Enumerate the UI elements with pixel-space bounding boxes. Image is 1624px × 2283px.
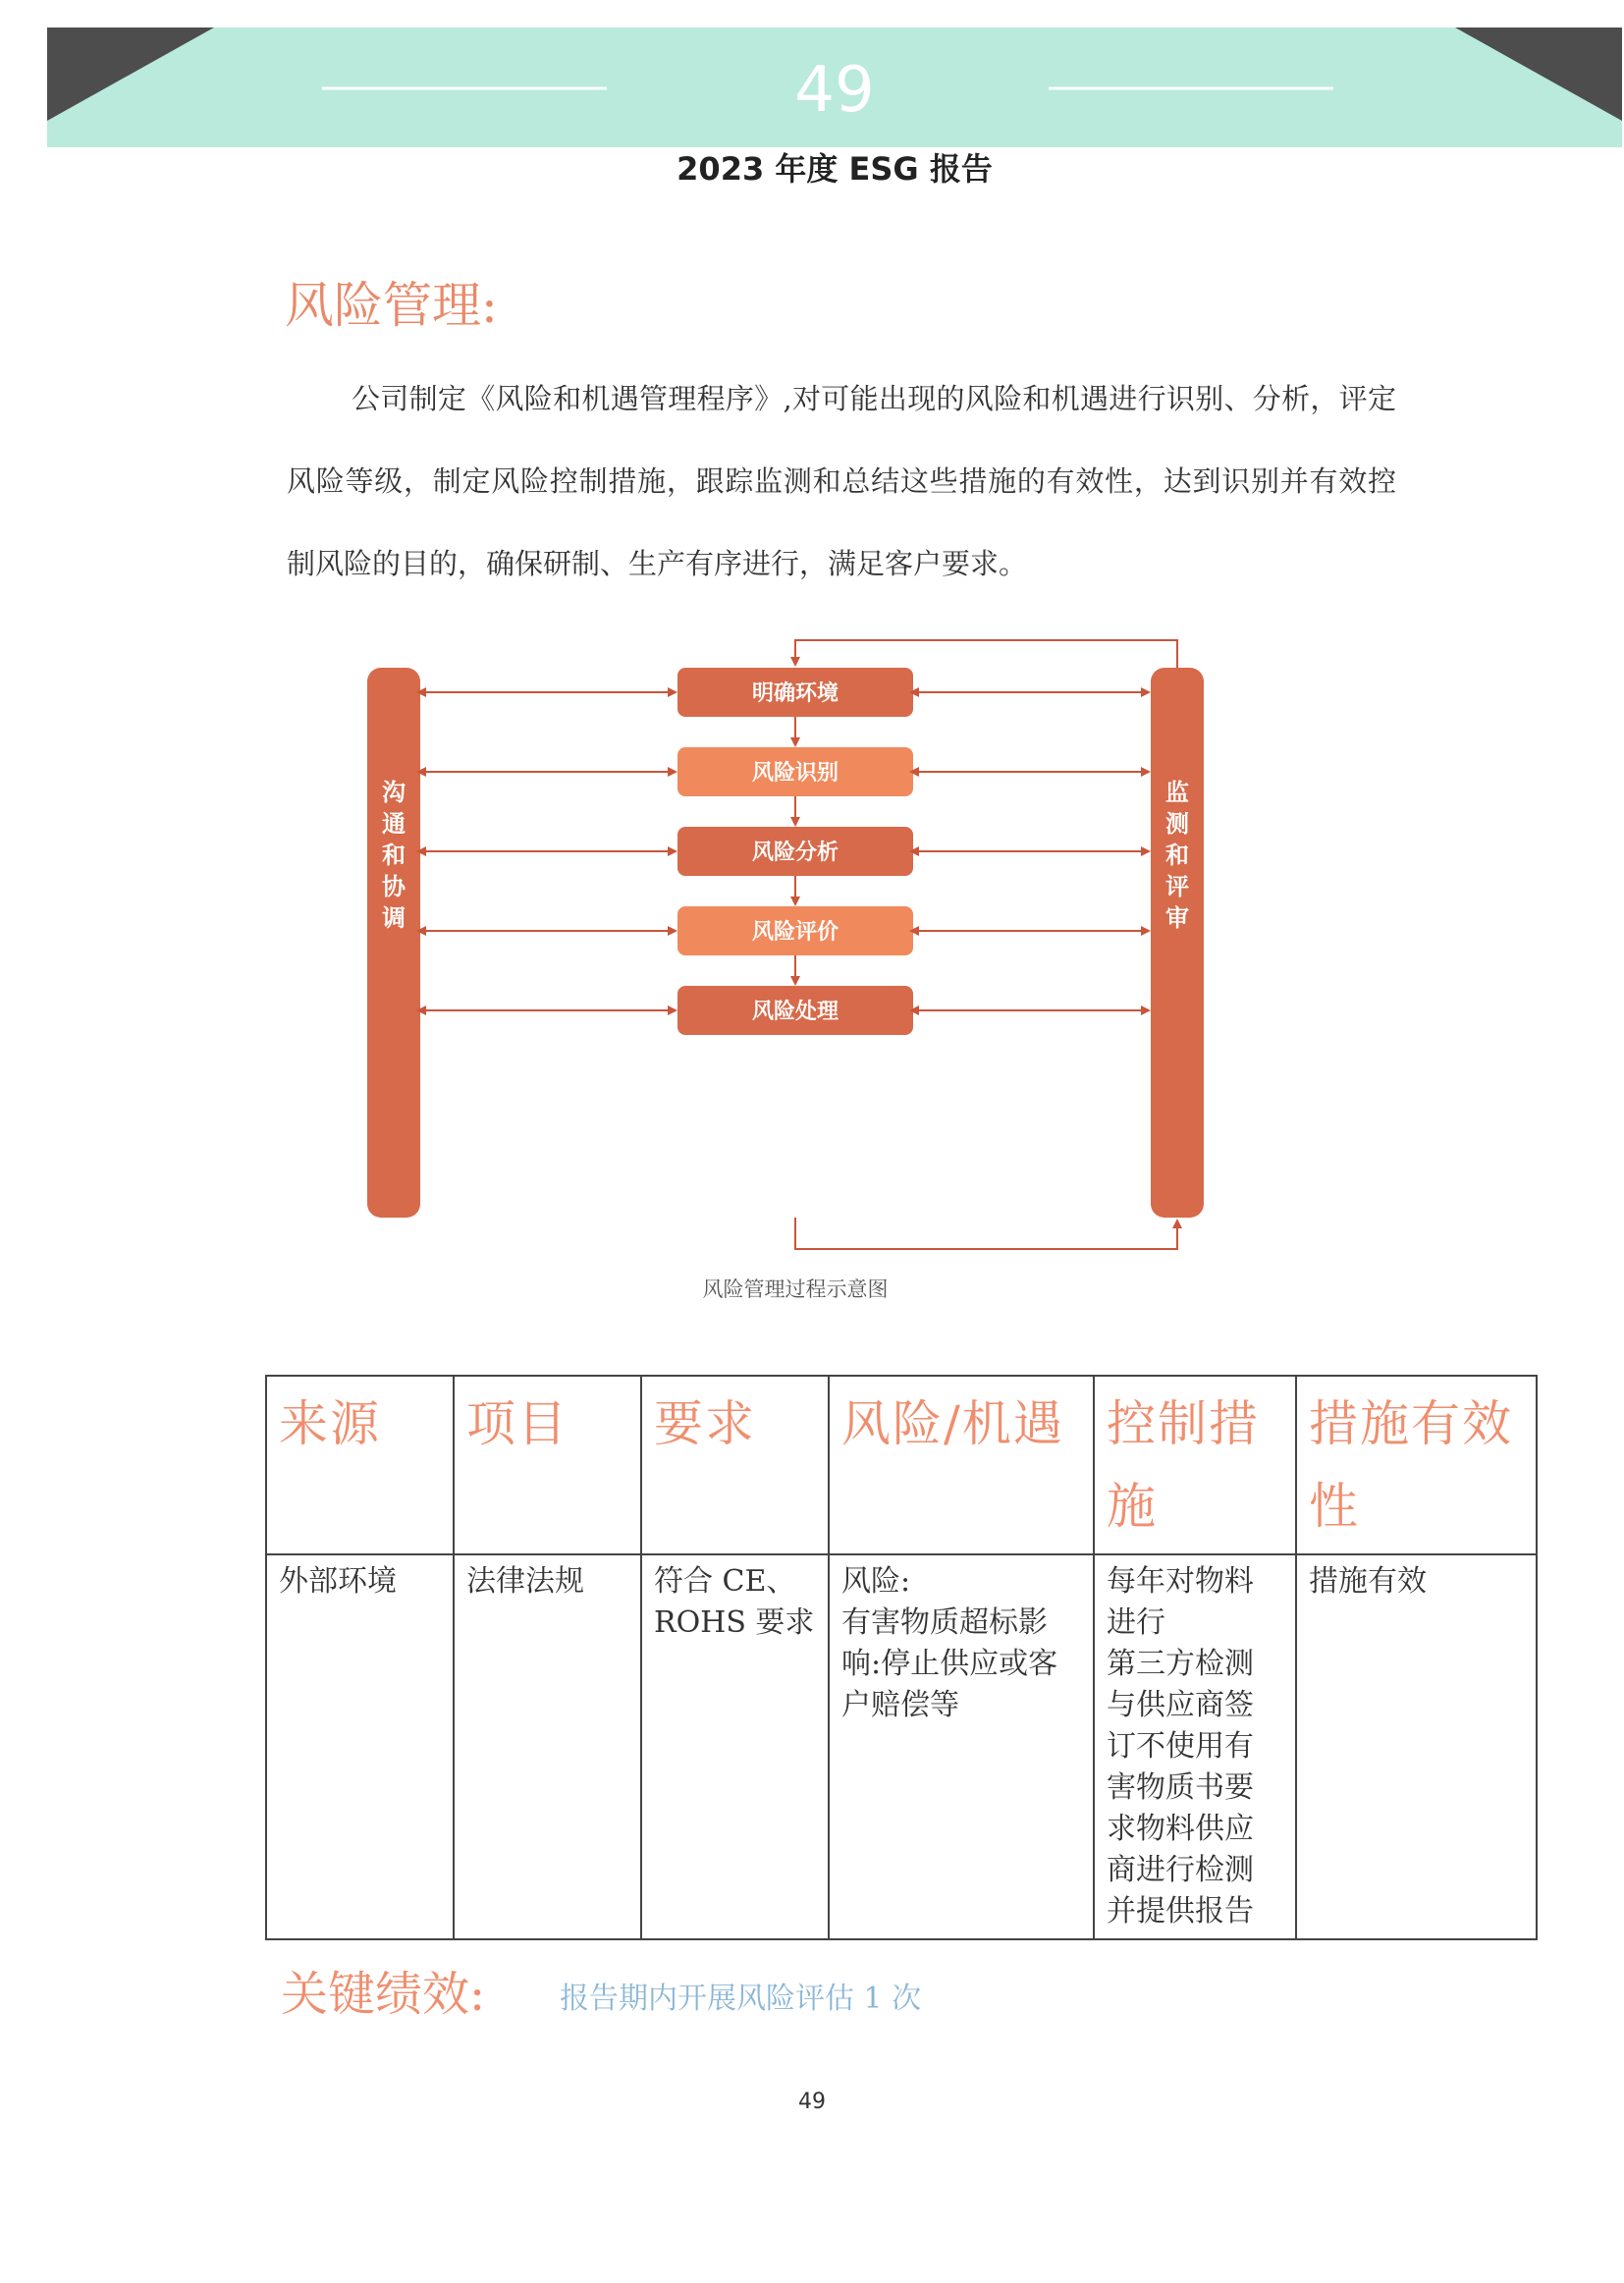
diagram-caption: 风险管理过程示意图 (702, 1277, 889, 1301)
cell-requirement (641, 1554, 829, 1939)
control-line: 害物质书要 (1107, 1770, 1254, 1805)
cell-control (1094, 1554, 1296, 1939)
step-label: 风险分析 (751, 841, 839, 865)
control-line: 与供应商签 (1107, 1688, 1254, 1722)
control-line: 并提供报告 (1107, 1894, 1254, 1929)
intro-paragraph (287, 357, 1396, 605)
table-row (266, 1554, 1537, 1939)
left-column-label: 沟通和协调 (382, 779, 406, 932)
requirement-line: 符合 CE、 (654, 1564, 796, 1599)
kpi-label: 关键绩效: (281, 1967, 486, 2022)
right-column-label: 监测和评审 (1165, 779, 1189, 932)
left-column-box (367, 668, 420, 1218)
step-label: 风险识别 (751, 761, 839, 786)
requirement-line: ROHS 要求 (654, 1605, 815, 1640)
risk-line: 有害物质超标影 (841, 1605, 1048, 1640)
cell-item: 法律法规 (454, 1554, 641, 1939)
header-risk: 风险/机遇 (829, 1376, 1094, 1554)
control-line: 第三方检测 (1107, 1647, 1254, 1681)
step-label: 风险处理 (751, 1000, 839, 1024)
risk-line: 风险: (841, 1564, 911, 1599)
control-line: 进行 (1107, 1605, 1165, 1640)
control-line: 求物料供应 (1107, 1812, 1254, 1846)
control-line: 商进行检测 (1107, 1853, 1254, 1887)
table-header-row (266, 1376, 1537, 1554)
header-item: 项目 (454, 1376, 641, 1554)
kpi-value: 报告期内开展风险评估 1 次 (560, 1982, 922, 2016)
risk-line: 户赔偿等 (841, 1688, 959, 1722)
header-source: 来源 (266, 1376, 454, 1554)
banner-page-number: 49 (794, 54, 875, 127)
control-line: 每年对物料 (1107, 1564, 1254, 1599)
footer-page-number: 49 (798, 2090, 826, 2114)
cell-effectiveness: 措施有效 (1296, 1554, 1537, 1939)
header-effectiveness: 措施有效性 (1296, 1376, 1537, 1554)
cell-risk (829, 1554, 1094, 1939)
control-line: 订不使用有 (1107, 1729, 1254, 1764)
header-requirement: 要求 (641, 1376, 829, 1554)
feedback-bottom-arrow (795, 1218, 1177, 1249)
cell-source: 外部环境 (266, 1554, 454, 1939)
risk-line: 响:停止供应或客 (841, 1647, 1058, 1681)
report-title: 2023 年度 ESG 报告 (677, 150, 993, 188)
risk-process-diagram (353, 628, 1237, 1316)
step-label: 明确环境 (751, 681, 839, 706)
right-column-box (1151, 668, 1204, 1218)
risk-table (265, 1375, 1538, 1940)
step-label: 风险评价 (751, 920, 839, 945)
header-control: 控制措施 (1094, 1376, 1296, 1554)
intro-text: 公司制定《风险和机遇管理程序》,对可能出现的风险和机遇进行识别、分析，评定风险等级，制定风险控制措施，跟踪监测和总结这些措施的有效性，达到识别并有效控制风险的目的，确保研制、生产有序进行，满足客户要求。 (287, 382, 1396, 580)
section-title: 风险管理: (285, 277, 498, 334)
feedback-top-arrow (795, 640, 1177, 668)
